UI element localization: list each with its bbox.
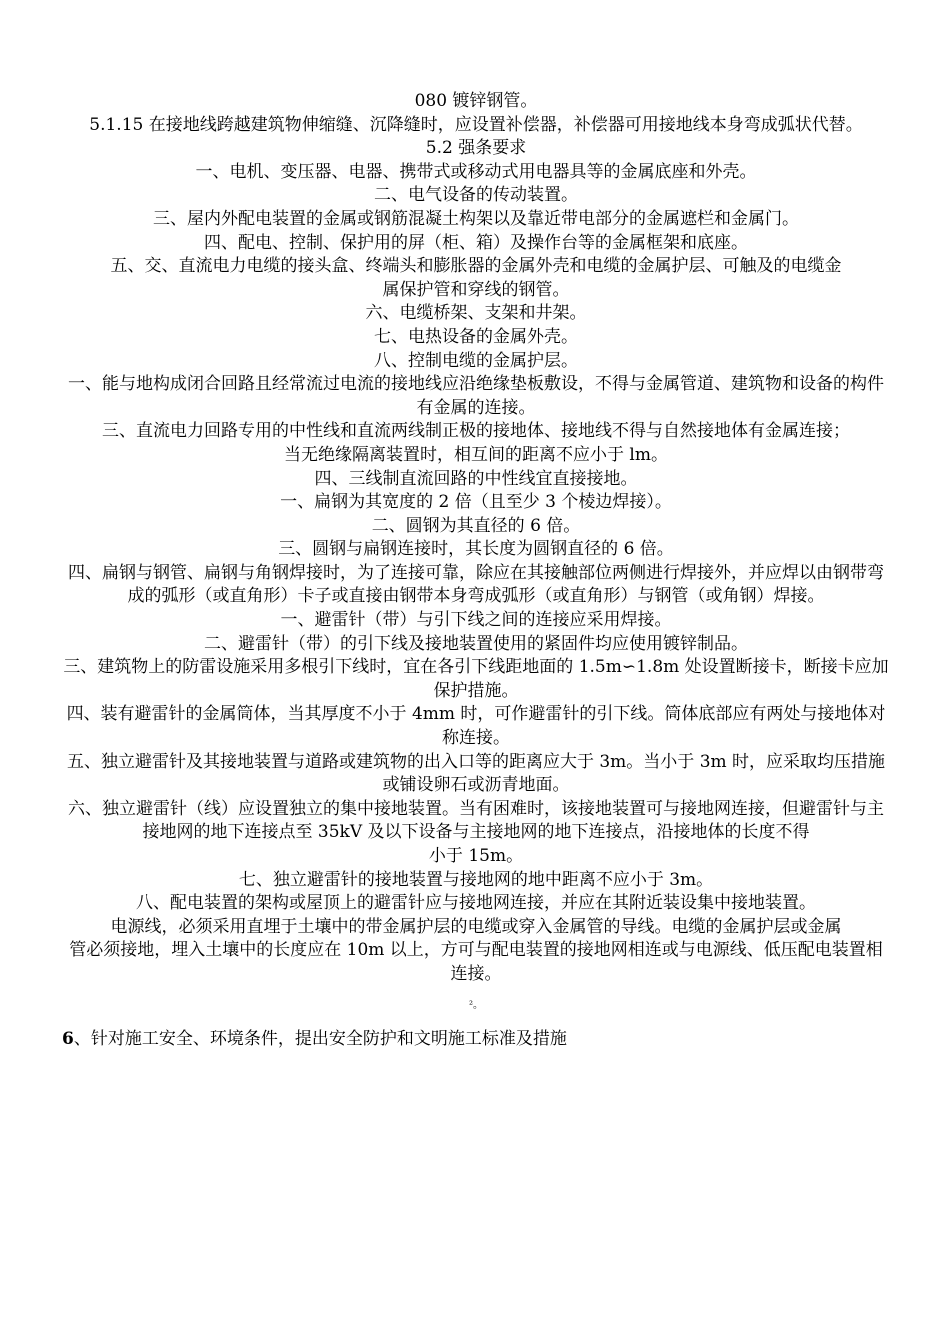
text-line: 一、电机、变压器、电器、携带式或移动式用电器具等的金属底座和外壳。	[195, 161, 757, 182]
text-line: 二、电气设备的传动装置。	[374, 185, 578, 206]
text-line: 小于 15m。	[428, 846, 524, 866]
text-line: 四、装有避雷针的金属筒体，当其厚度不小于 4mm 时，可作避雷针的引下线。筒体底部应有两处与接地体对称连接。	[66, 704, 886, 749]
text-line: 管必须接地，埋入土壤中的长度应在 10m 以上，方可与配电装置的接地网相连或与电源线、低压配电装置相连接。	[69, 940, 883, 984]
text-line: 八、配电装置的架构或屋顶上的避雷针应与接地网连接，并应在其附近装设集中接地装置。	[136, 893, 816, 914]
section-heading: 5.2 强条要求	[425, 138, 527, 159]
document-body	[62, 90, 890, 1051]
text-line: 080 镀锌钢管。	[414, 91, 538, 111]
section-6-heading	[62, 1027, 890, 1051]
text-line: 三、直流电力回路专用的中性线和直流两线制正极的接地体、接地线不得与自然接地体有金属连接；	[102, 421, 850, 442]
text-line: 一、避雷针（带）与引下线之间的连接应采用焊接。	[280, 610, 672, 631]
text-line: 三、建筑物上的防雷设施采用多根引下线时，宜在各引下线距地面的 1.5m∽1.8m 处设置断接卡，断接卡应加保护措施。	[63, 657, 889, 701]
text-line: 电源线，必须采用直埋于土壤中的带金属护层的电缆或穿入金属管的导线。电缆的金属护层或金属	[110, 916, 842, 937]
text-line: 二、圆钢为其直径的 6 倍。	[371, 515, 581, 536]
text-line: 四、配电、控制、保护用的屏（柜、箱）及操作台等的金属框架和底座。	[204, 232, 748, 253]
text-line: 四、三线制直流回路的中性线宜直接接地。	[314, 468, 638, 489]
text-line: 一、扁钢为其宽度的 2 倍（且至少 3 个棱边焊接）。	[280, 492, 672, 513]
text-line: 六、电缆桥架、支架和井架。	[365, 303, 587, 324]
text-line: 七、电热设备的金属外壳。	[374, 326, 578, 347]
text-line: 五、交、直流电力电缆的接头盒、终端头和膨胀器的金属外壳和电缆的金属护层、可触及的电缆金	[110, 256, 842, 277]
text-line: 五、独立避雷针及其接地装置与道路或建筑物的出入口等的距离应大于 3m。当小于 3m 时，应采取均压措施或铺设卵石或沥青地面。	[66, 751, 886, 796]
text-line: 三、圆钢与扁钢连接时，其长度为圆钢直径的 6 倍。	[278, 539, 674, 560]
text-line: 当无绝缘隔离装置时，相互间的距离不应小于 lm。	[284, 444, 668, 465]
text-line: 一、能与地构成闭合回路且经常流过电流的接地线应沿绝缘垫板敷设，不得与金属管道、建筑物和设备的构件有金属的连接。	[68, 374, 884, 418]
section-6-number: 6	[62, 1028, 74, 1049]
text-line: 5.1.15 在接地线跨越建筑物伸缩缝、沉降缝时，应设置补偿器，补偿器可用接地线本身弯成弧状代替。	[89, 114, 863, 135]
text-line: 三、屋内外配电装置的金属或钢筋混凝土构架以及靠近带电部分的金属遮栏和金属门。	[153, 208, 799, 229]
text-line: 属保护管和穿线的钢管。	[382, 279, 570, 300]
text-line: 二、避雷针（带）的引下线及接地装置使用的紧固件均应使用镀锌制品。	[204, 633, 748, 654]
section-6-title: 、针对施工安全、环境条件，提出安全防护和文明施工标准及措施	[73, 1028, 567, 1049]
text-line: 六、独立避雷针（线）应设置独立的集中接地装置。当有困难时，该接地装置可与接地网连接，但避雷针与主接地网的地下连接点至 35kV 及以下设备与主接地网的地下连接点，沿接地体的长度不得	[68, 798, 884, 843]
text-line: 七、独立避雷针的接地装置与接地网的地中距离不应小于 3m。	[238, 869, 714, 890]
text-line: 四、扁钢与钢管、扁钢与角钢焊接时，为了连接可靠，除应在其接触部位两侧进行焊接外，并应焊以由钢带弯成的弧形（或直角形）卡子或直接由钢带本身弯成弧形（或直角形）与钢管（或角钢）焊接。	[68, 562, 884, 607]
footnote-mark: ²。	[468, 999, 483, 1011]
text-line: 八、控制电缆的金属护层。	[374, 350, 578, 371]
